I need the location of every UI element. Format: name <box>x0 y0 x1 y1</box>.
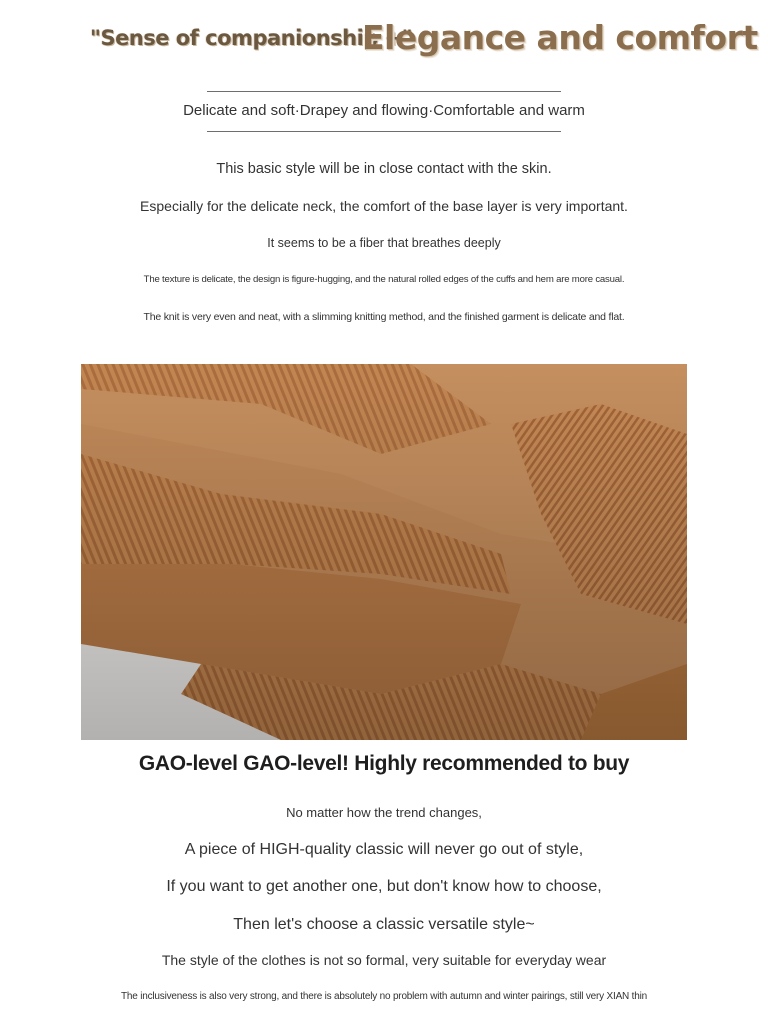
body-line: The inclusiveness is also very strong, and there is absolutely no problem with autumn and winter pairings, still very XIAN thin <box>121 991 647 1002</box>
header-title: Elegance and comfort <box>362 18 758 57</box>
body-line: If you want to get another one, but don't know how to choose, <box>166 878 602 895</box>
body-line: A piece of HIGH-quality classic will never go out of style, <box>184 841 584 858</box>
divider-top <box>207 91 561 92</box>
body-line: No matter how the trend changes, <box>286 805 482 820</box>
intro-line: The texture is delicate, the design is figure-hugging, and the natural rolled edges of the cuffs and hem are more casual. <box>143 274 625 285</box>
intro-line: This basic style will be in close contact with the skin. <box>216 161 552 177</box>
knit-fabric-illustration <box>81 364 687 740</box>
intro-line: Especially for the delicate neck, the comfort of the base layer is very important. <box>140 198 628 214</box>
feature-subtitle: Delicate and soft·Drapey and flowing·Comfortable and warm <box>183 102 585 119</box>
divider-bottom <box>207 131 561 132</box>
header-banner <box>0 0 768 90</box>
sweater-knit-photo <box>81 364 687 740</box>
header-quote: "Sense of companionship +" <box>90 26 413 50</box>
body-line: Then let's choose a classic versatile style~ <box>233 916 535 933</box>
intro-line: It seems to be a fiber that breathes deeply <box>267 236 501 250</box>
intro-line: The knit is very even and neat, with a slimming knitting method, and the finished garment is delicate and flat. <box>143 311 625 323</box>
recommend-headline: GAO-level GAO-level! Highly recommended to buy <box>138 752 630 775</box>
body-line: The style of the clothes is not so formal, very suitable for everyday wear <box>161 952 607 968</box>
